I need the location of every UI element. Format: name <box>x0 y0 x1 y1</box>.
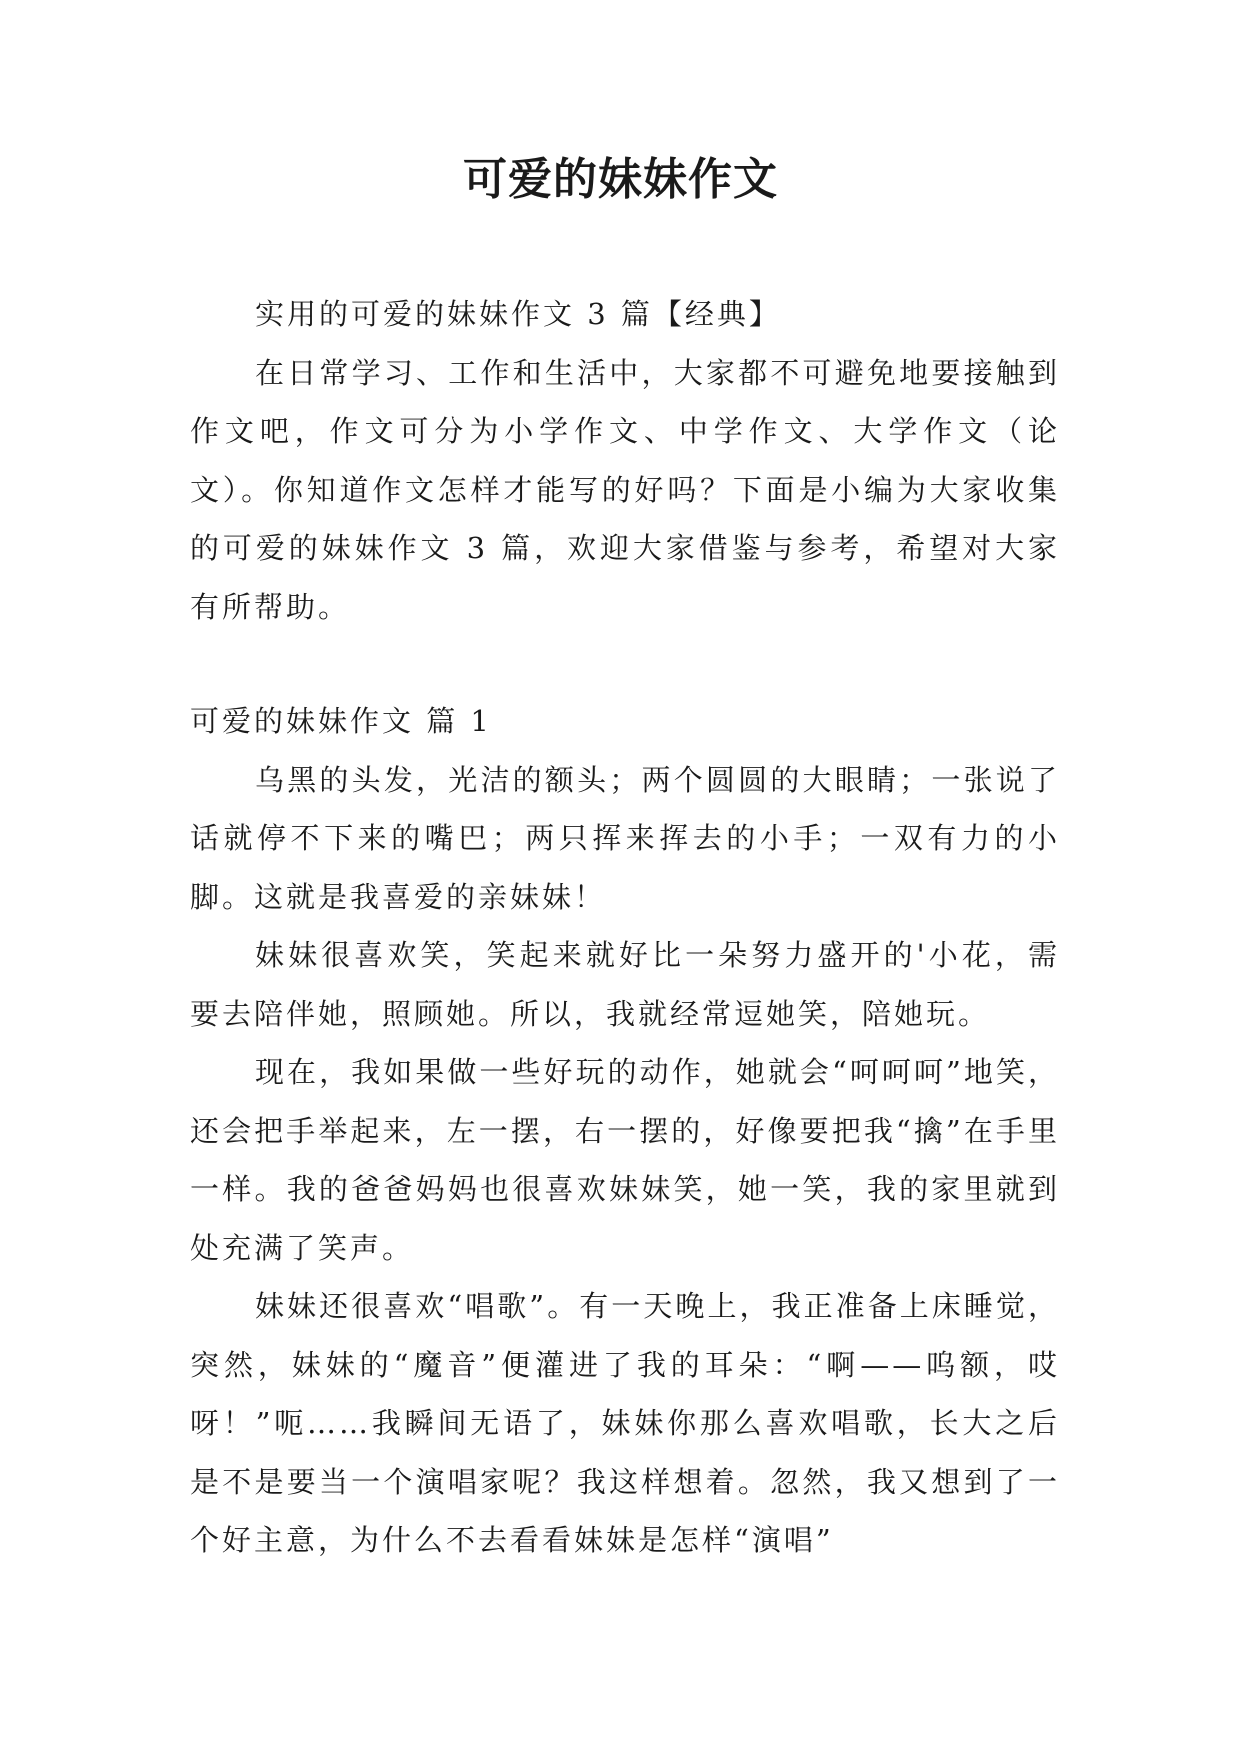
intro-paragraph: 在日常学习、工作和生活中，大家都不可避免地要接触到作文吧，作文可分为小学作文、中学作文、大学作文（论文）。你知道作文怎样才能写的好吗？下面是小编为大家收集的可爱的妹妹作文 3 篇，欢迎大家借鉴与参考，希望对大家有所帮助。 <box>190 355 1060 624</box>
document-title: 可爱的妹妹作文 <box>463 154 778 205</box>
essay-paragraph: 妹妹很喜欢笑，笑起来就好比一朵努力盛开的'小花，需要去陪伴她，照顾她。所以，我就经常逗她笑，陪她玩。 <box>190 938 1060 1031</box>
section-heading: 可爱的妹妹作文 篇 1 <box>190 704 492 738</box>
essay-paragraph: 乌黑的头发，光洁的额头；两个圆圆的大眼睛；一张说了话就停不下来的嘴巴；两只挥来挥去的小手；一双有力的小脚。这就是我喜爱的亲妹妹！ <box>190 762 1060 914</box>
intro-block <box>190 285 1060 636</box>
essay-paragraph: 妹妹还很喜欢“唱歌”。有一天晚上，我正准备上床睡觉，突然，妹妹的“魔音”便灌进了我的耳朵：“啊——呜额，哎呀！”呃……我瞬间无语了，妹妹你那么喜欢唱歌，长大之后是不是要当一个演唱家呢？我这样想着。忽然，我又想到了一个好主意，为什么不去看看妹妹是怎样“演唱” <box>190 1289 1060 1557</box>
essay-section <box>190 692 1060 1570</box>
essay-paragraph: 现在，我如果做一些好玩的动作，她就会“呵呵呵”地笑，还会把手举起来，左一摆，右一摆的，好像要把我“擒”在手里一样。我的爸爸妈妈也很喜欢妹妹笑，她一笑，我的家里就到处充满了笑声。 <box>190 1055 1060 1265</box>
intro-subtitle: 实用的可爱的妹妹作文 3 篇【经典】 <box>255 297 781 331</box>
